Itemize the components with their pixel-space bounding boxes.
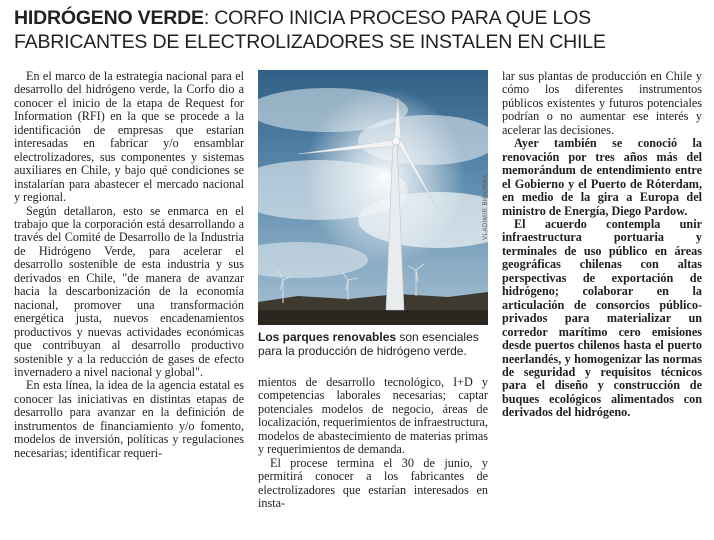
caption-rest: son esenciales para la producción de hidrógeno verde.	[258, 330, 479, 358]
wind-turbine-photo	[258, 70, 488, 325]
paragraph: Según detallaron, esto se enmarca en el trabajo que la corporación está desarrollando a través del Comité de Desarrollo de la Industria de Hidrógeno Verde, para acelerar el desarrollo sostenible de esta industria y sus derivados en Chile, "de manera de avanzar hacia la descarbonización de la economía nacional, promover una transformación energética justa, nuevos encadenamientos productivos y nuevas actividades económicas que contribuyan al desarrollo productivo sostenible y a la reducción de gases de efecto invernadero a nivel nacional y global".	[14, 203, 244, 379]
caption-lead: Los parques renovables	[258, 330, 397, 344]
headline-title: CORFO INICIA PROCESO PARA QUE LOS FABRICANTES DE ELECTROLIZADORES SE INSTALEN EN CHILE	[14, 7, 606, 53]
paragraph: El acuerdo contempla unir infraestructura portuaria y terminales de uso público en áreas geográficas chilenas con altas perspectivas de exportación de hidrógeno; colaborar en la articulación de consorcios público-privados para materializar un corredor marítimo cero emisiones desde puertos chilenos hasta el puerto neerlandés, y homogenizar las normas de seguridad y requisitos técnicos para el diseño y construcción de buques ecológicos alimentados con derivados del hidrógeno.	[502, 216, 702, 420]
paragraph: mientos de desarrollo tecnológico, I+D y competencias laborales necesarias; captar potenciales modelos de negocio, áreas de localización, requerimientos de infraestructura, modelos de abastecimiento de materias primas y requerimientos de demanda.	[258, 375, 488, 457]
photo-credit: VLADIMIR BIGORRA	[483, 174, 489, 240]
paragraph: Ayer también se conoció la renovación por tres años más del memorándum de entendimiento entre el Gobierno y el Puerto de Róterdam, en medio de la gira a Europa del ministro de Energía, Diego Pardow.	[502, 136, 702, 218]
headline-kicker: HIDRÓGENO VERDE	[14, 7, 204, 29]
wind-turbine-image	[258, 70, 488, 325]
paragraph: En esta línea, la idea de la agencia estatal es conocer las iniciativas en distintas etapas de desarrollo para avanzar en la definición de instrumentos de financiamiento y/o fomento, modelos de inversión, políticas y regulaciones necesarias; identificar requeri-	[14, 378, 244, 460]
headline	[14, 6, 706, 54]
paragraph: El procese termina el 30 de junio, y permitirá conocer a los fabricantes de electrolizadores que estarían interesados en insta-	[258, 455, 488, 511]
article-column-1	[14, 70, 244, 460]
article-column-3	[502, 70, 702, 420]
article-column-2	[258, 376, 488, 511]
paragraph: En el marco de la estrategia nacional para el desarrollo del hidrógeno verde, la Corfo dio a conocer el inicio de la etapa de Request for Information (RFI) en la que se procede a la identificación de empresas que estarían interesadas en fabricar y/o ensamblar electrolizadores, sus componentes y sistemas auxiliares en Chile, y bajo qué condiciones se instalarían para abastecer el mercado nacional y regional.	[14, 69, 244, 205]
paragraph: lar sus plantas de producción en Chile y cómo los diferentes instrumentos públicos existentes y futuros potenciales podrían o no aumentar ese interés y acelerar las decisiones.	[502, 69, 702, 137]
photo-caption	[258, 330, 488, 358]
headline-separator: :	[203, 7, 215, 29]
